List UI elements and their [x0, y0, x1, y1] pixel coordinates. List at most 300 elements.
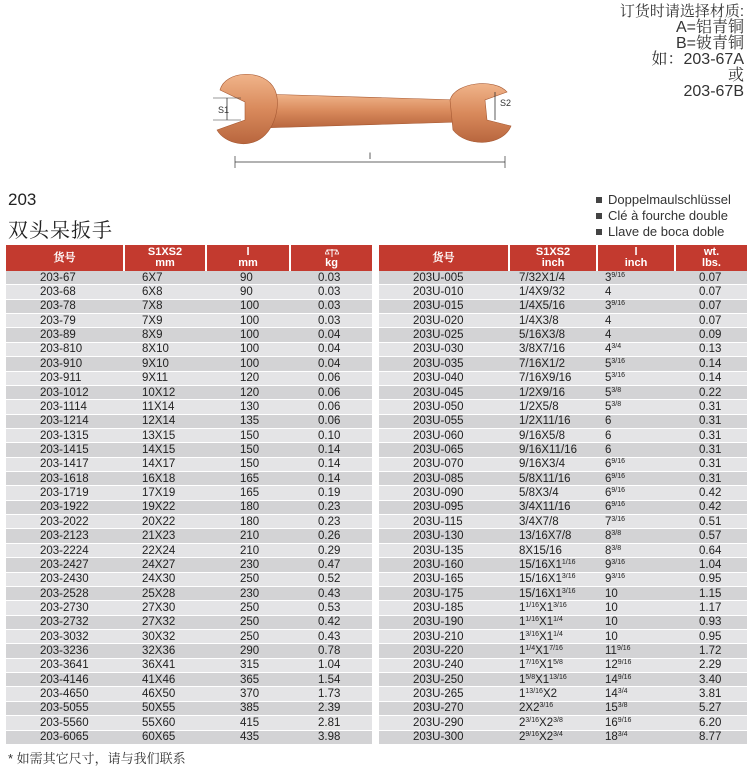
table-cell: 130 — [206, 400, 290, 414]
table-row — [379, 299, 747, 313]
table-cell: 203U-265 — [379, 687, 509, 701]
table-cell: 203-78 — [6, 299, 124, 313]
table-cell: 203U-090 — [379, 486, 509, 500]
table-cell: 17X19 — [124, 486, 206, 500]
table-row — [379, 615, 747, 629]
table-cell: 0.04 — [290, 342, 372, 356]
table-cell: 203-1417 — [6, 457, 124, 471]
table-cell: 10 — [597, 586, 675, 600]
table-row — [6, 472, 372, 486]
table-cell: 20X22 — [124, 515, 206, 529]
table-cell: 203-2732 — [6, 615, 124, 629]
table-cell: 203-1114 — [6, 400, 124, 414]
table-cell: 14X15 — [124, 443, 206, 457]
table-row — [6, 615, 372, 629]
table-cell: 435 — [206, 730, 290, 744]
table-cell: 8X15/16 — [509, 543, 597, 557]
table-cell: 203-911 — [6, 371, 124, 385]
table-cell: 203-1719 — [6, 486, 124, 500]
table-row — [379, 586, 747, 600]
table-cell: 1.15 — [675, 586, 747, 600]
table-row — [379, 342, 747, 356]
table-cell: 0.04 — [290, 357, 372, 371]
table-cell: 9/16X5/8 — [509, 428, 597, 442]
table-row — [6, 543, 372, 557]
table-cell: 32X36 — [124, 644, 206, 658]
table-cell: $12^{9/16}$ — [597, 658, 675, 672]
table-cell: 3/8X7/16 — [509, 342, 597, 356]
table-cell: 9/16X3/4 — [509, 457, 597, 471]
table-row — [6, 285, 372, 299]
wrench-handle — [260, 94, 460, 128]
table-row — [6, 629, 372, 643]
table-cell: 5.27 — [675, 701, 747, 715]
table-cell: 30X32 — [124, 629, 206, 643]
table-cell: 203U-085 — [379, 472, 509, 486]
table-cell: $8^{3/8}$ — [597, 543, 675, 557]
table-cell: 203-810 — [6, 342, 124, 356]
table-cell: 385 — [206, 701, 290, 715]
table-cell: 4 — [597, 285, 675, 299]
table-cell: 6.20 — [675, 716, 747, 730]
product-name: 双头呆扳手 — [8, 220, 113, 242]
table-cell: 0.06 — [290, 385, 372, 399]
table-row — [6, 716, 372, 730]
table-cell: $5^{3/16}$ — [597, 357, 675, 371]
table-row — [6, 414, 372, 428]
table-cell: 3.98 — [290, 730, 372, 744]
table-cell: 8X9 — [124, 328, 206, 342]
table-cell: 150 — [206, 443, 290, 457]
table-cell: 120 — [206, 371, 290, 385]
table-row — [6, 371, 372, 385]
table-cell: 0.93 — [675, 615, 747, 629]
table-cell: 203U-065 — [379, 443, 509, 457]
order-note-line: 如：203-67A — [651, 51, 744, 68]
table-row — [6, 342, 372, 356]
table-cell: 203U-040 — [379, 371, 509, 385]
order-note-line: 203-67B — [683, 83, 744, 100]
table-cell: $7^{3/16}$ — [597, 515, 675, 529]
table-cell: 203U-020 — [379, 314, 509, 328]
table-cell: 0.06 — [290, 400, 372, 414]
table-cell: $18^{3/4}$ — [597, 730, 675, 744]
table-cell: 203-2430 — [6, 572, 124, 586]
table-cell: 203U-015 — [379, 299, 509, 313]
table-cell: 27X30 — [124, 601, 206, 615]
table-cell: 90 — [206, 285, 290, 299]
order-note-line: A=铝青铜 — [675, 19, 744, 36]
table-cell: 8X10 — [124, 342, 206, 356]
table-cell: 203-79 — [6, 314, 124, 328]
table-cell: 5/8X3/4 — [509, 486, 597, 500]
table-cell: 165 — [206, 486, 290, 500]
col-header-item: 货号 — [6, 245, 124, 271]
table-cell: 0.23 — [290, 500, 372, 514]
table-header-row — [6, 245, 372, 271]
table-cell: 230 — [206, 586, 290, 600]
table-row — [379, 515, 747, 529]
table-cell: 203-3641 — [6, 658, 124, 672]
table-cell: 100 — [206, 328, 290, 342]
table-cell: 6 — [597, 428, 675, 442]
table-row — [6, 314, 372, 328]
name-de: Doppelmaulschlüssel — [608, 192, 731, 207]
name-list-item — [596, 224, 731, 240]
table-cell: 0.31 — [675, 428, 747, 442]
table-cell: 0.53 — [290, 601, 372, 615]
col-header-size: S1XS2 inch — [509, 245, 597, 271]
table-cell: 203-89 — [6, 328, 124, 342]
table-cell: 180 — [206, 515, 290, 529]
table-row — [379, 601, 747, 615]
table-cell: 0.47 — [290, 558, 372, 572]
material-order-note — [504, 4, 744, 100]
table-cell: 203-2427 — [6, 558, 124, 572]
table-cell: 0.64 — [675, 543, 747, 557]
table-cell: 0.19 — [290, 486, 372, 500]
table-cell: 2.39 — [290, 701, 372, 715]
table-cell: 90 — [206, 271, 290, 285]
table-cell: $2X2^{3/16}$ — [509, 701, 597, 715]
table-cell: 203-1415 — [6, 443, 124, 457]
table-cell: 203-67 — [6, 271, 124, 285]
table-cell: 203-2123 — [6, 529, 124, 543]
table-row — [6, 400, 372, 414]
table-cell: 0.13 — [675, 342, 747, 356]
table-cell: 36X41 — [124, 658, 206, 672]
table-cell: 46X50 — [124, 687, 206, 701]
table-cell: 10 — [597, 601, 675, 615]
table-cell: 3/4X7/8 — [509, 515, 597, 529]
table-cell: 4 — [597, 328, 675, 342]
table-cell: 0.07 — [675, 314, 747, 328]
table-cell: 203U-270 — [379, 701, 509, 715]
s1-label: S1 — [218, 105, 230, 115]
table-row — [379, 314, 747, 328]
table-cell: 16X18 — [124, 472, 206, 486]
table-cell: 0.14 — [675, 371, 747, 385]
table-row — [379, 271, 747, 285]
name-es: Llave de boca doble — [608, 224, 725, 239]
table-cell: 290 — [206, 644, 290, 658]
table-cell: 203U-130 — [379, 529, 509, 543]
table-cell: 150 — [206, 457, 290, 471]
table-cell: 315 — [206, 658, 290, 672]
product-code: 203 — [8, 190, 37, 209]
table-cell: 1/4X5/16 — [509, 299, 597, 313]
table-cell: 24X30 — [124, 572, 206, 586]
name-list-item — [596, 208, 731, 224]
table-cell: 25X28 — [124, 586, 206, 600]
table-cell: 203-5055 — [6, 701, 124, 715]
order-note-line: B=铍青铜 — [675, 35, 744, 52]
table-cell: 230 — [206, 558, 290, 572]
table-cell: 203-910 — [6, 357, 124, 371]
table-row — [6, 529, 372, 543]
order-note-line: 或 — [727, 67, 744, 84]
table-cell: 1/4X3/8 — [509, 314, 597, 328]
table-row — [6, 558, 372, 572]
table-row — [379, 543, 747, 557]
table-cell: 12X14 — [124, 414, 206, 428]
table-cell: $14^{3/4}$ — [597, 687, 675, 701]
table-cell: 1.73 — [290, 687, 372, 701]
table-row — [6, 572, 372, 586]
table-cell: 0.03 — [290, 314, 372, 328]
table-cell: 210 — [206, 543, 290, 557]
name-fr: Clé à fourche double — [608, 208, 728, 223]
table-cell: 203U-030 — [379, 342, 509, 356]
table-cell: $9^{3/16}$ — [597, 572, 675, 586]
table-row — [6, 271, 372, 285]
table-row — [379, 673, 747, 687]
table-cell: 14X17 — [124, 457, 206, 471]
table-cell: 250 — [206, 601, 290, 615]
table-cell: $11^{9/16}$ — [597, 644, 675, 658]
table-cell: 0.03 — [290, 299, 372, 313]
table-cell: 203-2022 — [6, 515, 124, 529]
table-cell: $2^{9/16}X2^{3/4}$ — [509, 730, 597, 744]
table-row — [379, 644, 747, 658]
table-cell: 11X14 — [124, 400, 206, 414]
table-cell: 0.23 — [290, 515, 372, 529]
table-cell: $6^{9/16}$ — [597, 472, 675, 486]
table-header-row — [379, 245, 747, 271]
table-cell: 0.43 — [290, 629, 372, 643]
table-cell: 203-1922 — [6, 500, 124, 514]
table-row — [379, 558, 747, 572]
table-cell: 203-4146 — [6, 673, 124, 687]
table-cell: 0.22 — [675, 385, 747, 399]
table-cell: 3.40 — [675, 673, 747, 687]
table-cell: 1.04 — [290, 658, 372, 672]
table-row — [379, 486, 747, 500]
table-cell: 203-2730 — [6, 601, 124, 615]
table-row — [6, 500, 372, 514]
table-row — [6, 687, 372, 701]
table-cell: 120 — [206, 385, 290, 399]
table-cell: 365 — [206, 673, 290, 687]
table-cell: 203U-300 — [379, 730, 509, 744]
table-cell: 10 — [597, 615, 675, 629]
table-cell: 0.42 — [290, 615, 372, 629]
table-row — [379, 500, 747, 514]
table-cell: 415 — [206, 716, 290, 730]
table-cell: 1/4X9/32 — [509, 285, 597, 299]
table-cell: 0.43 — [290, 586, 372, 600]
table-cell: $14^{9/16}$ — [597, 673, 675, 687]
table-row — [379, 414, 747, 428]
table-row — [6, 428, 372, 442]
table-cell: $1^{7/16}X1^{5/8}$ — [509, 658, 597, 672]
table-cell: 0.95 — [675, 629, 747, 643]
table-row — [6, 673, 372, 687]
table-cell: 203-1012 — [6, 385, 124, 399]
table-cell: 1/2X11/16 — [509, 414, 597, 428]
table-cell: 0.10 — [290, 428, 372, 442]
table-cell: 203U-175 — [379, 586, 509, 600]
table-cell: 203U-220 — [379, 644, 509, 658]
table-row — [379, 371, 747, 385]
table-cell: 203U-025 — [379, 328, 509, 342]
table-row — [6, 730, 372, 744]
table-cell: 2.29 — [675, 658, 747, 672]
table-cell: $3^{9/16}$ — [597, 299, 675, 313]
table-cell: 203U-005 — [379, 271, 509, 285]
table-cell: 0.03 — [290, 285, 372, 299]
table-cell: 0.42 — [675, 500, 747, 514]
table-cell: 0.31 — [675, 457, 747, 471]
table-row — [6, 357, 372, 371]
table-cell: 0.14 — [675, 357, 747, 371]
table-row — [6, 457, 372, 471]
table-cell: 203-4650 — [6, 687, 124, 701]
double-open-end-wrench-drawing — [205, 60, 525, 185]
table-cell: 3/4X11/16 — [509, 500, 597, 514]
table-row — [6, 299, 372, 313]
footnote: * 如需其它尺寸，请与我们联系 — [8, 751, 186, 766]
table-row — [6, 701, 372, 715]
table-cell: 6X8 — [124, 285, 206, 299]
table-cell: 60X65 — [124, 730, 206, 744]
table-row — [6, 586, 372, 600]
table-row — [6, 644, 372, 658]
table-cell: 6 — [597, 443, 675, 457]
table-cell: 0.04 — [290, 328, 372, 342]
table-cell: 203-68 — [6, 285, 124, 299]
table-cell: 203-2528 — [6, 586, 124, 600]
table-cell: $1^{5/8}X1^{13/16}$ — [509, 673, 597, 687]
table-cell: 0.31 — [675, 443, 747, 457]
table-cell: 10 — [597, 629, 675, 643]
table-cell: 0.42 — [675, 486, 747, 500]
table-cell: 203U-250 — [379, 673, 509, 687]
table-cell: 0.31 — [675, 414, 747, 428]
table-cell: 7/32X1/4 — [509, 271, 597, 285]
square-bullet-icon — [596, 197, 602, 203]
table-row — [379, 328, 747, 342]
table-cell: 1.54 — [290, 673, 372, 687]
table-cell: 0.31 — [675, 400, 747, 414]
table-cell: 6X7 — [124, 271, 206, 285]
table-cell: $6^{9/16}$ — [597, 486, 675, 500]
table-cell: 27X32 — [124, 615, 206, 629]
table-row — [379, 687, 747, 701]
table-cell: 203U-055 — [379, 414, 509, 428]
table-cell: $2^{3/16}X2^{3/8}$ — [509, 716, 597, 730]
table-cell: $1^{1/4}X1^{7/16}$ — [509, 644, 597, 658]
table-row — [379, 730, 747, 744]
table-row — [379, 285, 747, 299]
table-cell: 9/16X11/16 — [509, 443, 597, 457]
table-cell: 0.31 — [675, 472, 747, 486]
table-row — [379, 472, 747, 486]
table-cell: 203U-210 — [379, 629, 509, 643]
table-cell: 370 — [206, 687, 290, 701]
table-cell: 250 — [206, 615, 290, 629]
table-cell: 203U-165 — [379, 572, 509, 586]
table-cell: 1/2X5/8 — [509, 400, 597, 414]
table-cell: 250 — [206, 629, 290, 643]
table-row — [379, 400, 747, 414]
table-cell: 203U-240 — [379, 658, 509, 672]
table-cell: 5/8X11/16 — [509, 472, 597, 486]
table-cell: 3.81 — [675, 687, 747, 701]
table-cell: $5^{3/16}$ — [597, 371, 675, 385]
square-bullet-icon — [596, 213, 602, 219]
table-cell: 203U-190 — [379, 615, 509, 629]
table-row — [6, 328, 372, 342]
table-cell: 21X23 — [124, 529, 206, 543]
table-cell: 0.51 — [675, 515, 747, 529]
square-bullet-icon — [596, 229, 602, 235]
table-cell: 203-1315 — [6, 428, 124, 442]
table-cell: 2.81 — [290, 716, 372, 730]
table-row — [379, 658, 747, 672]
table-cell: 210 — [206, 529, 290, 543]
table-cell: $5^{3/8}$ — [597, 400, 675, 414]
col-header-weight: kg — [290, 245, 372, 271]
table-row — [379, 572, 747, 586]
table-cell: 0.06 — [290, 414, 372, 428]
table-cell: 0.57 — [675, 529, 747, 543]
table-cell: $5^{3/8}$ — [597, 385, 675, 399]
table-cell: 41X46 — [124, 673, 206, 687]
wrench-right-head — [450, 84, 511, 143]
table-cell: 165 — [206, 472, 290, 486]
table-cell: 7/16X9/16 — [509, 371, 597, 385]
table-row — [379, 357, 747, 371]
table-cell: 100 — [206, 357, 290, 371]
table-cell: 13/16X7/8 — [509, 529, 597, 543]
col-header-size: S1XS2 mm — [124, 245, 206, 271]
col-header-weight: wt. lbs. — [675, 245, 747, 271]
table-row — [379, 457, 747, 471]
table-cell: 203-3236 — [6, 644, 124, 658]
table-cell: 0.07 — [675, 271, 747, 285]
table-cell: 203U-035 — [379, 357, 509, 371]
table-row — [379, 385, 747, 399]
table-cell: 203-6065 — [6, 730, 124, 744]
table-row — [379, 428, 747, 442]
table-cell: 0.09 — [675, 328, 747, 342]
table-cell: 180 — [206, 500, 290, 514]
table-row — [6, 486, 372, 500]
table-cell: 19X22 — [124, 500, 206, 514]
table-cell: 0.52 — [290, 572, 372, 586]
table-cell: 0.14 — [290, 457, 372, 471]
table-cell: 203-5560 — [6, 716, 124, 730]
table-cell: 0.78 — [290, 644, 372, 658]
table-cell: $16^{9/16}$ — [597, 716, 675, 730]
table-cell: 0.07 — [675, 285, 747, 299]
table-row — [379, 701, 747, 715]
table-cell: 0.06 — [290, 371, 372, 385]
table-cell: 203U-160 — [379, 558, 509, 572]
table-cell: 0.95 — [675, 572, 747, 586]
table-cell: $15/16X1^{3/16}$ — [509, 572, 597, 586]
multilingual-name-list — [596, 192, 731, 240]
table-cell: $1^{13/16}X2$ — [509, 687, 597, 701]
table-cell: 100 — [206, 314, 290, 328]
table-cell: 24X27 — [124, 558, 206, 572]
table-cell: 250 — [206, 572, 290, 586]
table-cell: 203U-060 — [379, 428, 509, 442]
table-cell: $9^{3/16}$ — [597, 558, 675, 572]
table-cell: $3^{9/16}$ — [597, 271, 675, 285]
table-row — [379, 443, 747, 457]
